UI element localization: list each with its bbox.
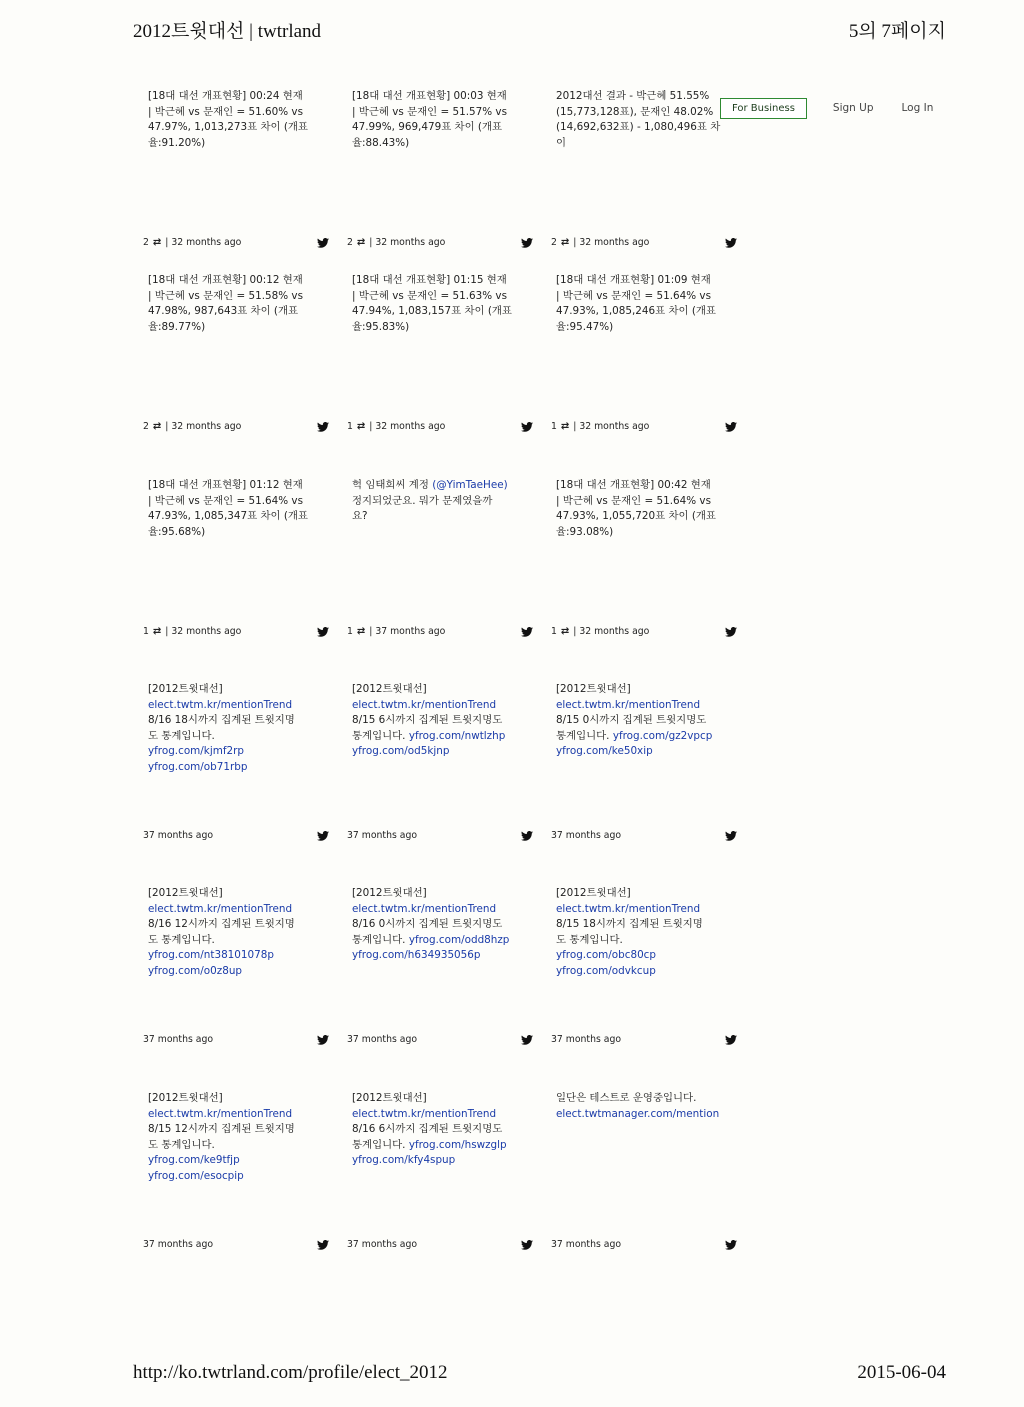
tweet-link[interactable]: yfrog.com/odd8hzp bbox=[408, 933, 510, 946]
tweet-meta bbox=[347, 1239, 533, 1250]
tweet-link[interactable]: elect.twtm.kr/mentionTrend bbox=[352, 698, 497, 711]
retweet-count: 1 bbox=[347, 626, 353, 637]
tweet-age: 37 months ago bbox=[551, 830, 622, 841]
tweet-text-line: 47.94%, 1,083,157표 차이 (개표 bbox=[352, 305, 512, 317]
tweet-meta bbox=[347, 421, 533, 432]
retweet-count: 2 bbox=[143, 237, 149, 248]
twitter-bird-icon[interactable] bbox=[521, 1035, 533, 1045]
tweet-text bbox=[556, 478, 737, 540]
tweet-text-line: [18대 대선 개표현황] 00:03 현재 bbox=[352, 90, 507, 102]
twitter-bird-icon[interactable] bbox=[317, 238, 329, 248]
tweet-age: 32 months ago bbox=[171, 421, 242, 432]
retweet-icon: ⇄ bbox=[560, 421, 570, 432]
tweet-link[interactable]: yfrog.com/o0z8up bbox=[148, 964, 243, 977]
tweet-card bbox=[347, 682, 533, 841]
tweet-text-line: [18대 대선 개표현황] 01:09 현재 bbox=[556, 274, 711, 286]
tweet-text-line: [2012트윗대선] bbox=[148, 683, 223, 695]
tweet-text-line: [2012트윗대선] bbox=[352, 683, 427, 695]
retweet-icon: ⇄ bbox=[356, 237, 366, 248]
retweet-count: 1 bbox=[551, 626, 557, 637]
tweet-card bbox=[143, 682, 329, 841]
tweet-text bbox=[556, 1091, 737, 1122]
tweet-text bbox=[556, 682, 737, 760]
tweet-text-line: [18대 대선 개표현황] 00:24 현재 bbox=[148, 90, 303, 102]
tweet-card bbox=[551, 1091, 737, 1250]
tweet-text bbox=[148, 1091, 329, 1184]
tweet-text-line: 8/15 0시까지 집계된 트윗지명도 bbox=[556, 714, 707, 726]
tweet-text-line: 47.93%, 1,085,246표 차이 (개표 bbox=[556, 305, 716, 317]
tweet-text-line: 통계입니다. bbox=[352, 1138, 406, 1151]
print-page-number: 5의 7페이지 bbox=[848, 21, 946, 42]
tweet-stats: 1 ⇄ | 32 months ago bbox=[347, 421, 446, 432]
tweet-text bbox=[556, 886, 737, 979]
tweet-text bbox=[148, 89, 329, 151]
tweet-link[interactable]: elect.twtm.kr/mentionTrend bbox=[556, 902, 701, 915]
twitter-bird-icon[interactable] bbox=[725, 627, 737, 637]
top-nav bbox=[720, 96, 933, 120]
tweet-age: 37 months ago bbox=[143, 1034, 214, 1045]
tweet-text-line: [18대 대선 개표현황] 01:12 현재 bbox=[148, 479, 303, 491]
tweet-meta bbox=[143, 1239, 329, 1250]
tweet-card bbox=[143, 478, 329, 637]
retweet-icon: ⇄ bbox=[560, 237, 570, 248]
tweet-text-line: | 박근혜 vs 문재인 = 51.64% vs bbox=[556, 494, 711, 507]
tweet-text-line: 47.98%, 987,643표 차이 (개표 bbox=[148, 305, 299, 317]
tweet-stats: 2 ⇄ | 32 months ago bbox=[143, 421, 242, 432]
tweet-text bbox=[352, 886, 533, 964]
print-url: http://ko.twtrland.com/profile/elect_2012 bbox=[133, 1362, 448, 1383]
tweet-link[interactable]: yfrog.com/kjmf2rp bbox=[148, 745, 244, 757]
tweet-link[interactable]: yfrog.com/ke50xip bbox=[556, 745, 653, 757]
twitter-bird-icon[interactable] bbox=[521, 627, 533, 637]
tweet-text-line: 율:95.83%) bbox=[352, 320, 410, 333]
tweet-text-line: 율:95.47%) bbox=[556, 320, 614, 333]
tweet-link[interactable]: yfrog.com/hswzglp bbox=[408, 1138, 507, 1151]
tweet-text-line: [18대 대선 개표현황] 01:15 현재 bbox=[352, 274, 507, 286]
print-header bbox=[133, 16, 946, 43]
twitter-bird-icon[interactable] bbox=[725, 1240, 737, 1250]
tweet-text-line: 이 bbox=[556, 136, 567, 149]
tweet-text-line: 율:93.08%) bbox=[556, 525, 614, 538]
tweet-text-line: 일단은 테스트로 운영중입니다. bbox=[556, 1092, 697, 1104]
retweet-count: 2 bbox=[143, 421, 149, 432]
tweet-text bbox=[556, 273, 737, 335]
tweet-meta bbox=[551, 421, 737, 432]
tweet-age: 37 months ago bbox=[347, 1034, 418, 1045]
tweet-text-line: 요? bbox=[352, 510, 368, 522]
tweet-card bbox=[347, 89, 533, 248]
tweet-link[interactable]: yfrog.com/ke9tfjp bbox=[148, 1154, 240, 1166]
tweet-text bbox=[148, 682, 329, 775]
tweet-stats bbox=[347, 1239, 417, 1250]
tweet-link[interactable]: yfrog.com/nt38101078p bbox=[148, 949, 274, 961]
tweet-text-line: 8/16 18시까지 집계된 트윗지명 bbox=[148, 714, 295, 726]
tweet-card bbox=[143, 1091, 329, 1250]
tweet-stats bbox=[143, 830, 213, 841]
tweet-text-line: 47.99%, 969,479표 차이 (개표 bbox=[352, 121, 503, 133]
tweet-text-line: 8/16 12시까지 집계된 트윗지명 bbox=[148, 918, 295, 930]
tweet-age: 32 months ago bbox=[375, 421, 446, 432]
tweet-text-line: 도 통계입니다. bbox=[148, 933, 215, 946]
tweet-stats bbox=[143, 1239, 213, 1250]
tweet-text-line: 헉 임태희씨 계정 bbox=[352, 479, 429, 491]
tweet-link[interactable]: yfrog.com/od5kjnp bbox=[352, 745, 450, 757]
tweet-card bbox=[143, 273, 329, 432]
tweet-text bbox=[352, 478, 533, 525]
tweet-text-line: 도 통계입니다. bbox=[148, 1138, 215, 1151]
tweet-text-line: 정지되었군요. 뭐가 문제였을까 bbox=[352, 494, 493, 507]
twitter-bird-icon[interactable] bbox=[317, 831, 329, 841]
tweet-stats bbox=[143, 1034, 213, 1045]
tweet-meta bbox=[347, 830, 533, 841]
tweet-text-line: 8/16 6시까지 집계된 트윗지명도 bbox=[352, 1123, 503, 1135]
tweet-meta bbox=[551, 626, 737, 637]
retweet-count: 2 bbox=[551, 237, 557, 248]
tweet-meta bbox=[551, 830, 737, 841]
tweet-text-line: | 박근혜 vs 문재인 = 51.58% vs bbox=[148, 289, 303, 302]
tweet-meta bbox=[347, 1034, 533, 1045]
tweet-link[interactable]: yfrog.com/gz2vpcp bbox=[612, 729, 713, 742]
tweet-text-line: 통계입니다. bbox=[556, 729, 610, 742]
tweet-text-line: 8/16 0시까지 집계된 트윗지명도 bbox=[352, 918, 503, 930]
tweet-text-line: | 박근혜 vs 문재인 = 51.64% vs bbox=[148, 494, 303, 507]
tweet-text-line: [18대 대선 개표현황] 00:12 현재 bbox=[148, 274, 303, 286]
tweet-link[interactable]: elect.twtmanager.com/mention bbox=[556, 1107, 720, 1120]
tweet-text-line: 2012대선 결과 - 박근혜 51.55% bbox=[556, 90, 710, 102]
tweet-card bbox=[347, 886, 533, 1045]
tweet-card bbox=[551, 89, 737, 248]
tweet-text-line: 47.97%, 1,013,273표 차이 (개표 bbox=[148, 121, 308, 133]
tweet-text-line: [18대 대선 개표현황] 00:42 현재 bbox=[556, 479, 711, 491]
twitter-bird-icon[interactable] bbox=[317, 627, 329, 637]
tweet-stats: 1 ⇄ | 37 months ago bbox=[347, 626, 446, 637]
tweet-text bbox=[352, 273, 533, 335]
tweet-age: 37 months ago bbox=[375, 626, 446, 637]
tweet-link[interactable]: yfrog.com/obc80cp bbox=[556, 949, 656, 961]
tweet-meta bbox=[143, 421, 329, 432]
tweet-meta bbox=[143, 1034, 329, 1045]
twitter-bird-icon[interactable] bbox=[317, 422, 329, 432]
tweet-text-line: 율:88.43%) bbox=[352, 136, 410, 149]
retweet-icon: ⇄ bbox=[356, 421, 366, 432]
tweet-meta bbox=[551, 1034, 737, 1045]
tweet-text-line: [2012트윗대선] bbox=[352, 887, 427, 899]
tweet-text-line: (14,692,632표) - 1,080,496표 차 bbox=[556, 121, 721, 133]
tweet-text bbox=[352, 1091, 533, 1169]
retweet-count: 1 bbox=[347, 421, 353, 432]
tweet-link[interactable]: elect.twtm.kr/mentionTrend bbox=[556, 698, 701, 711]
twitter-bird-icon[interactable] bbox=[521, 1240, 533, 1250]
tweet-stats bbox=[551, 1034, 621, 1045]
tweet-meta bbox=[143, 626, 329, 637]
retweet-icon: ⇄ bbox=[152, 626, 162, 637]
retweet-count: 1 bbox=[551, 421, 557, 432]
tweet-link[interactable]: elect.twtm.kr/mentionTrend bbox=[148, 698, 293, 711]
tweet-stats bbox=[551, 830, 621, 841]
tweet-link[interactable]: elect.twtm.kr/mentionTrend bbox=[148, 902, 293, 915]
tweet-link[interactable]: elect.twtm.kr/mentionTrend bbox=[352, 1107, 497, 1120]
tweet-text-line: | 박근혜 vs 문재인 = 51.57% vs bbox=[352, 105, 507, 118]
tweet-card bbox=[551, 478, 737, 637]
tweet-card bbox=[551, 682, 737, 841]
tweet-text-line: | 박근혜 vs 문재인 = 51.60% vs bbox=[148, 105, 303, 118]
tweet-card bbox=[347, 1091, 533, 1250]
sign-up-link[interactable]: Sign Up bbox=[832, 102, 874, 114]
tweet-age: 37 months ago bbox=[551, 1239, 622, 1250]
twitter-bird-icon[interactable] bbox=[521, 422, 533, 432]
tweet-meta bbox=[347, 626, 533, 637]
retweet-count: 1 bbox=[143, 626, 149, 637]
retweet-icon: ⇄ bbox=[356, 626, 366, 637]
tweet-text-line: 율:89.77%) bbox=[148, 320, 206, 333]
tweet-text-line: (15,773,128표), 문재인 48.02% bbox=[556, 105, 714, 118]
tweet-age: 37 months ago bbox=[143, 830, 214, 841]
tweet-text-line: 47.93%, 1,085,347표 차이 (개표 bbox=[148, 510, 308, 522]
tweet-card bbox=[143, 89, 329, 248]
tweet-age: 32 months ago bbox=[375, 237, 446, 248]
tweet-text bbox=[148, 273, 329, 335]
tweet-text-line: [2012트윗대선] bbox=[352, 1092, 427, 1104]
tweet-text-line: 통계입니다. bbox=[352, 933, 406, 946]
tweet-meta bbox=[551, 1239, 737, 1250]
tweet-text-line: 8/15 6시까지 집계된 트윗지명도 bbox=[352, 714, 503, 726]
tweet-text-line: 율:91.20%) bbox=[148, 136, 206, 149]
tweet-stats bbox=[551, 1239, 621, 1250]
tweet-text-line: | 박근혜 vs 문재인 = 51.63% vs bbox=[352, 289, 507, 302]
tweet-stats: 1 ⇄ | 32 months ago bbox=[551, 421, 650, 432]
tweet-age: 32 months ago bbox=[579, 626, 650, 637]
retweet-icon: ⇄ bbox=[560, 626, 570, 637]
tweet-text-line: 47.93%, 1,055,720표 차이 (개표 bbox=[556, 510, 716, 522]
tweet-text-line: [2012트윗대선] bbox=[556, 683, 631, 695]
retweet-icon: ⇄ bbox=[152, 237, 162, 248]
twitter-bird-icon[interactable] bbox=[317, 1035, 329, 1045]
tweet-card bbox=[347, 273, 533, 432]
print-title: 2012트윗대선 | twtrland bbox=[133, 21, 322, 42]
twitter-bird-icon[interactable] bbox=[725, 238, 737, 248]
twitter-bird-icon[interactable] bbox=[725, 422, 737, 432]
tweet-age: 32 months ago bbox=[579, 421, 650, 432]
tweet-text-line: [2012트윗대선] bbox=[148, 1092, 223, 1104]
tweet-stats: 1 ⇄ | 32 months ago bbox=[551, 626, 650, 637]
tweet-text bbox=[556, 89, 737, 151]
tweet-text bbox=[352, 89, 533, 151]
tweet-age: 37 months ago bbox=[347, 830, 418, 841]
tweet-mention-link[interactable]: (@YimTaeHee) bbox=[432, 479, 508, 491]
tweet-text-line: 도 통계입니다. bbox=[556, 933, 623, 946]
tweet-link[interactable]: yfrog.com/nwtlzhp bbox=[408, 729, 506, 742]
log-in-link[interactable]: Log In bbox=[901, 102, 934, 114]
print-date: 2015-06-04 bbox=[857, 1362, 946, 1383]
print-footer bbox=[133, 1362, 946, 1384]
twitter-bird-icon[interactable] bbox=[521, 831, 533, 841]
tweet-stats: 1 ⇄ | 32 months ago bbox=[143, 626, 242, 637]
tweet-card bbox=[143, 886, 329, 1045]
tweet-card bbox=[551, 886, 737, 1045]
tweet-age: 32 months ago bbox=[171, 237, 242, 248]
tweet-link[interactable]: yfrog.com/kfy4spup bbox=[352, 1154, 456, 1166]
tweet-text-line: 도 통계입니다. bbox=[148, 729, 215, 742]
retweet-icon: ⇄ bbox=[152, 421, 162, 432]
tweet-text-line: [2012트윗대선] bbox=[148, 887, 223, 899]
tweet-text-line: 통계입니다. bbox=[352, 729, 406, 742]
tweet-text bbox=[148, 478, 329, 540]
tweet-link[interactable]: elect.twtm.kr/mentionTrend bbox=[148, 1107, 293, 1120]
tweet-text-line: 율:95.68%) bbox=[148, 525, 206, 538]
tweet-stats: 2 ⇄ | 32 months ago bbox=[551, 237, 650, 248]
tweet-text-line: 8/15 12시까지 집계된 트윗지명 bbox=[148, 1123, 295, 1135]
retweet-count: 2 bbox=[347, 237, 353, 248]
twitter-bird-icon[interactable] bbox=[317, 1240, 329, 1250]
tweet-age: 37 months ago bbox=[551, 1034, 622, 1045]
twitter-bird-icon[interactable] bbox=[521, 238, 533, 248]
tweet-text-line: 8/15 18시까지 집계된 트윗지명 bbox=[556, 918, 703, 930]
tweet-age: 32 months ago bbox=[171, 626, 242, 637]
tweet-meta bbox=[551, 237, 737, 248]
tweet-stats bbox=[347, 1034, 417, 1045]
twitter-bird-icon[interactable] bbox=[725, 831, 737, 841]
tweet-stats bbox=[347, 830, 417, 841]
tweet-stats: 2 ⇄ | 32 months ago bbox=[347, 237, 446, 248]
tweet-link[interactable]: elect.twtm.kr/mentionTrend bbox=[352, 902, 497, 915]
tweet-meta bbox=[347, 237, 533, 248]
tweet-age: 37 months ago bbox=[143, 1239, 214, 1250]
tweet-text bbox=[148, 886, 329, 979]
tweet-meta bbox=[143, 237, 329, 248]
tweet-text-line: [2012트윗대선] bbox=[556, 887, 631, 899]
tweet-age: 32 months ago bbox=[579, 237, 650, 248]
tweet-card bbox=[347, 478, 533, 637]
tweet-link[interactable]: yfrog.com/h634935056p bbox=[352, 949, 481, 961]
tweet-meta bbox=[143, 830, 329, 841]
tweet-text bbox=[352, 682, 533, 760]
tweet-text-line: | 박근혜 vs 문재인 = 51.64% vs bbox=[556, 289, 711, 302]
tweet-card bbox=[551, 273, 737, 432]
tweet-stats: 2 ⇄ | 32 months ago bbox=[143, 237, 242, 248]
for-business-button[interactable]: For Business bbox=[720, 98, 807, 119]
tweet-age: 37 months ago bbox=[347, 1239, 418, 1250]
tweet-link[interactable]: yfrog.com/ob71rbp bbox=[148, 760, 248, 773]
tweet-link[interactable]: yfrog.com/odvkcup bbox=[556, 964, 656, 977]
twitter-bird-icon[interactable] bbox=[725, 1035, 737, 1045]
tweet-link[interactable]: yfrog.com/esocpip bbox=[148, 1169, 244, 1182]
